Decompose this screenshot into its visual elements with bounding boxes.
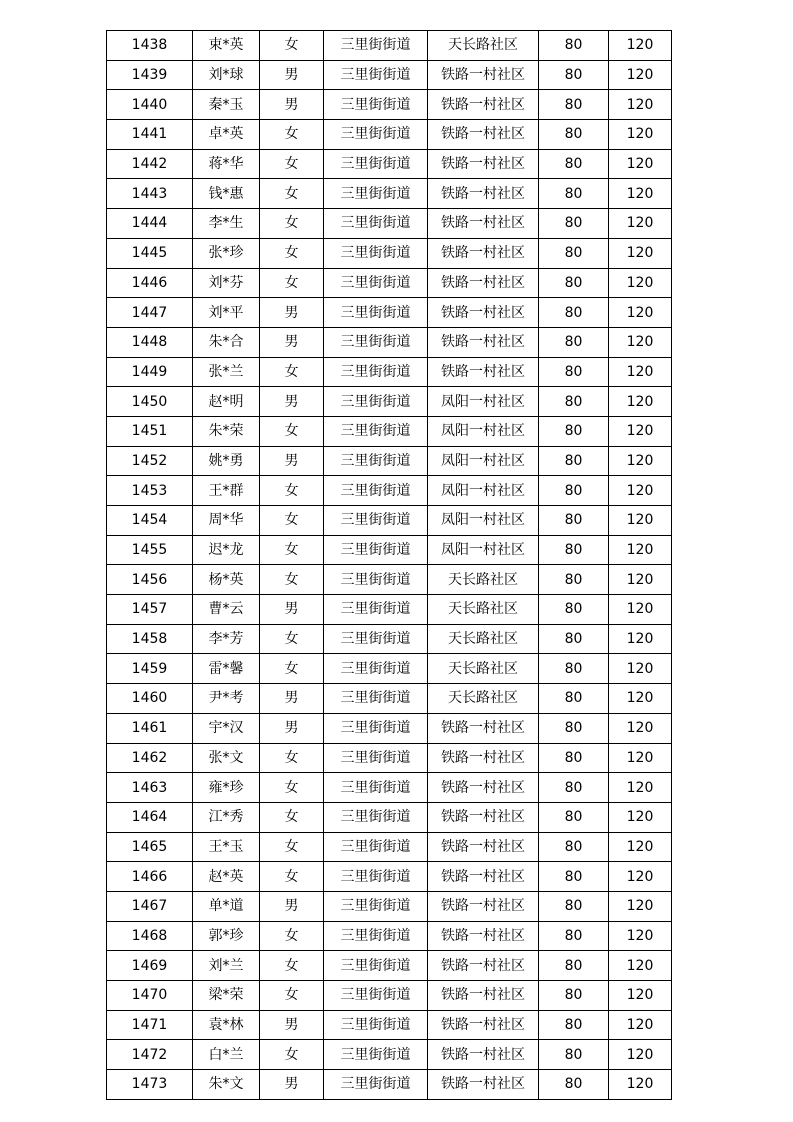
street-cell: 三里街街道 — [324, 921, 428, 951]
name-cell: 刘*球 — [193, 60, 260, 90]
row-number-cell: 1457 — [107, 595, 193, 625]
row-number-cell: 1451 — [107, 416, 193, 446]
row-number-cell: 1449 — [107, 357, 193, 387]
value-b-cell: 120 — [609, 951, 672, 981]
value-a-cell: 80 — [539, 446, 609, 476]
table-row — [107, 446, 672, 476]
community-cell: 凤阳一村社区 — [428, 387, 539, 417]
row-number-cell: 1441 — [107, 120, 193, 150]
row-number-cell: 1473 — [107, 1070, 193, 1100]
row-number-cell: 1456 — [107, 565, 193, 595]
table-row — [107, 120, 672, 150]
street-cell: 三里街街道 — [324, 654, 428, 684]
value-b-cell: 120 — [609, 1070, 672, 1100]
table-row — [107, 891, 672, 921]
name-cell: 雍*珍 — [193, 773, 260, 803]
name-cell: 束*英 — [193, 31, 260, 61]
value-b-cell: 120 — [609, 832, 672, 862]
name-cell: 江*秀 — [193, 802, 260, 832]
value-b-cell: 120 — [609, 446, 672, 476]
value-a-cell: 80 — [539, 595, 609, 625]
gender-cell: 女 — [260, 951, 324, 981]
value-a-cell: 80 — [539, 179, 609, 209]
street-cell: 三里街街道 — [324, 31, 428, 61]
street-cell: 三里街街道 — [324, 684, 428, 714]
row-number-cell: 1463 — [107, 773, 193, 803]
value-a-cell: 80 — [539, 713, 609, 743]
community-cell: 铁路一村社区 — [428, 60, 539, 90]
value-a-cell: 80 — [539, 535, 609, 565]
value-a-cell: 80 — [539, 862, 609, 892]
roster-table-body — [107, 31, 672, 1100]
value-b-cell: 120 — [609, 149, 672, 179]
value-b-cell: 120 — [609, 238, 672, 268]
table-row — [107, 298, 672, 328]
community-cell: 铁路一村社区 — [428, 1010, 539, 1040]
community-cell: 铁路一村社区 — [428, 90, 539, 120]
street-cell: 三里街街道 — [324, 416, 428, 446]
row-number-cell: 1444 — [107, 209, 193, 239]
value-a-cell: 80 — [539, 327, 609, 357]
community-cell: 铁路一村社区 — [428, 179, 539, 209]
gender-cell: 女 — [260, 179, 324, 209]
name-cell: 袁*林 — [193, 1010, 260, 1040]
community-cell: 天长路社区 — [428, 565, 539, 595]
value-b-cell: 120 — [609, 120, 672, 150]
value-b-cell: 120 — [609, 921, 672, 951]
community-cell: 铁路一村社区 — [428, 298, 539, 328]
value-b-cell: 120 — [609, 891, 672, 921]
row-number-cell: 1472 — [107, 1040, 193, 1070]
value-b-cell: 120 — [609, 981, 672, 1011]
street-cell: 三里街街道 — [324, 743, 428, 773]
row-number-cell: 1464 — [107, 802, 193, 832]
row-number-cell: 1458 — [107, 624, 193, 654]
table-row — [107, 476, 672, 506]
row-number-cell: 1438 — [107, 31, 193, 61]
gender-cell: 男 — [260, 327, 324, 357]
row-number-cell: 1443 — [107, 179, 193, 209]
street-cell: 三里街街道 — [324, 446, 428, 476]
street-cell: 三里街街道 — [324, 802, 428, 832]
community-cell: 铁路一村社区 — [428, 862, 539, 892]
table-row — [107, 506, 672, 536]
value-a-cell: 80 — [539, 743, 609, 773]
name-cell: 卓*英 — [193, 120, 260, 150]
value-a-cell: 80 — [539, 476, 609, 506]
name-cell: 朱*荣 — [193, 416, 260, 446]
gender-cell: 女 — [260, 268, 324, 298]
gender-cell: 女 — [260, 921, 324, 951]
gender-cell: 女 — [260, 773, 324, 803]
community-cell: 铁路一村社区 — [428, 743, 539, 773]
street-cell: 三里街街道 — [324, 595, 428, 625]
value-a-cell: 80 — [539, 654, 609, 684]
row-number-cell: 1442 — [107, 149, 193, 179]
value-a-cell: 80 — [539, 981, 609, 1011]
value-a-cell: 80 — [539, 31, 609, 61]
gender-cell: 女 — [260, 31, 324, 61]
row-number-cell: 1455 — [107, 535, 193, 565]
value-a-cell: 80 — [539, 565, 609, 595]
table-row — [107, 684, 672, 714]
community-cell: 铁路一村社区 — [428, 981, 539, 1011]
table-row — [107, 357, 672, 387]
row-number-cell: 1461 — [107, 713, 193, 743]
table-row — [107, 921, 672, 951]
row-number-cell: 1471 — [107, 1010, 193, 1040]
gender-cell: 女 — [260, 654, 324, 684]
street-cell: 三里街街道 — [324, 60, 428, 90]
value-b-cell: 120 — [609, 357, 672, 387]
row-number-cell: 1446 — [107, 268, 193, 298]
gender-cell: 男 — [260, 387, 324, 417]
gender-cell: 男 — [260, 713, 324, 743]
value-b-cell: 120 — [609, 90, 672, 120]
value-a-cell: 80 — [539, 268, 609, 298]
gender-cell: 男 — [260, 1070, 324, 1100]
community-cell: 铁路一村社区 — [428, 1040, 539, 1070]
name-cell: 杨*英 — [193, 565, 260, 595]
value-a-cell: 80 — [539, 684, 609, 714]
name-cell: 朱*合 — [193, 327, 260, 357]
value-a-cell: 80 — [539, 209, 609, 239]
value-a-cell: 80 — [539, 802, 609, 832]
value-b-cell: 120 — [609, 416, 672, 446]
value-b-cell: 120 — [609, 802, 672, 832]
name-cell: 王*玉 — [193, 832, 260, 862]
row-number-cell: 1468 — [107, 921, 193, 951]
value-a-cell: 80 — [539, 773, 609, 803]
gender-cell: 男 — [260, 90, 324, 120]
row-number-cell: 1465 — [107, 832, 193, 862]
name-cell: 张*兰 — [193, 357, 260, 387]
name-cell: 雷*馨 — [193, 654, 260, 684]
community-cell: 铁路一村社区 — [428, 149, 539, 179]
table-row — [107, 60, 672, 90]
row-number-cell: 1459 — [107, 654, 193, 684]
value-b-cell: 120 — [609, 60, 672, 90]
name-cell: 秦*玉 — [193, 90, 260, 120]
street-cell: 三里街街道 — [324, 565, 428, 595]
gender-cell: 女 — [260, 416, 324, 446]
table-row — [107, 743, 672, 773]
community-cell: 凤阳一村社区 — [428, 476, 539, 506]
name-cell: 迟*龙 — [193, 535, 260, 565]
gender-cell: 男 — [260, 446, 324, 476]
community-cell: 铁路一村社区 — [428, 713, 539, 743]
value-a-cell: 80 — [539, 921, 609, 951]
gender-cell: 女 — [260, 149, 324, 179]
street-cell: 三里街街道 — [324, 90, 428, 120]
value-b-cell: 120 — [609, 268, 672, 298]
street-cell: 三里街街道 — [324, 387, 428, 417]
table-row — [107, 1010, 672, 1040]
gender-cell: 女 — [260, 120, 324, 150]
value-a-cell: 80 — [539, 149, 609, 179]
street-cell: 三里街街道 — [324, 862, 428, 892]
row-number-cell: 1467 — [107, 891, 193, 921]
table-row — [107, 595, 672, 625]
street-cell: 三里街街道 — [324, 238, 428, 268]
name-cell: 单*道 — [193, 891, 260, 921]
value-b-cell: 120 — [609, 684, 672, 714]
value-b-cell: 120 — [609, 298, 672, 328]
street-cell: 三里街街道 — [324, 1070, 428, 1100]
name-cell: 姚*勇 — [193, 446, 260, 476]
name-cell: 赵*英 — [193, 862, 260, 892]
name-cell: 梁*荣 — [193, 981, 260, 1011]
roster-table — [106, 30, 672, 1100]
value-a-cell: 80 — [539, 1010, 609, 1040]
community-cell: 凤阳一村社区 — [428, 535, 539, 565]
community-cell: 天长路社区 — [428, 624, 539, 654]
name-cell: 李*生 — [193, 209, 260, 239]
gender-cell: 女 — [260, 238, 324, 268]
row-number-cell: 1452 — [107, 446, 193, 476]
row-number-cell: 1460 — [107, 684, 193, 714]
row-number-cell: 1462 — [107, 743, 193, 773]
name-cell: 赵*明 — [193, 387, 260, 417]
value-b-cell: 120 — [609, 862, 672, 892]
gender-cell: 女 — [260, 832, 324, 862]
gender-cell: 女 — [260, 357, 324, 387]
row-number-cell: 1453 — [107, 476, 193, 506]
row-number-cell: 1450 — [107, 387, 193, 417]
community-cell: 铁路一村社区 — [428, 327, 539, 357]
community-cell: 铁路一村社区 — [428, 268, 539, 298]
street-cell: 三里街街道 — [324, 981, 428, 1011]
name-cell: 尹*考 — [193, 684, 260, 714]
row-number-cell: 1447 — [107, 298, 193, 328]
gender-cell: 女 — [260, 1040, 324, 1070]
name-cell: 周*华 — [193, 506, 260, 536]
value-b-cell: 120 — [609, 743, 672, 773]
street-cell: 三里街街道 — [324, 951, 428, 981]
value-a-cell: 80 — [539, 951, 609, 981]
community-cell: 铁路一村社区 — [428, 209, 539, 239]
street-cell: 三里街街道 — [324, 298, 428, 328]
community-cell: 铁路一村社区 — [428, 357, 539, 387]
community-cell: 天长路社区 — [428, 684, 539, 714]
table-row — [107, 981, 672, 1011]
table-row — [107, 238, 672, 268]
table-row — [107, 31, 672, 61]
name-cell: 张*珍 — [193, 238, 260, 268]
table-row — [107, 951, 672, 981]
gender-cell: 女 — [260, 565, 324, 595]
community-cell: 天长路社区 — [428, 595, 539, 625]
street-cell: 三里街街道 — [324, 149, 428, 179]
name-cell: 王*群 — [193, 476, 260, 506]
street-cell: 三里街街道 — [324, 209, 428, 239]
gender-cell: 女 — [260, 743, 324, 773]
community-cell: 铁路一村社区 — [428, 773, 539, 803]
value-a-cell: 80 — [539, 357, 609, 387]
street-cell: 三里街街道 — [324, 891, 428, 921]
name-cell: 李*芳 — [193, 624, 260, 654]
value-b-cell: 120 — [609, 476, 672, 506]
row-number-cell: 1469 — [107, 951, 193, 981]
table-row — [107, 90, 672, 120]
gender-cell: 男 — [260, 1010, 324, 1040]
community-cell: 凤阳一村社区 — [428, 506, 539, 536]
value-a-cell: 80 — [539, 891, 609, 921]
street-cell: 三里街街道 — [324, 713, 428, 743]
name-cell: 蒋*华 — [193, 149, 260, 179]
name-cell: 刘*芬 — [193, 268, 260, 298]
street-cell: 三里街街道 — [324, 624, 428, 654]
gender-cell: 女 — [260, 802, 324, 832]
community-cell: 铁路一村社区 — [428, 921, 539, 951]
value-b-cell: 120 — [609, 624, 672, 654]
gender-cell: 男 — [260, 595, 324, 625]
gender-cell: 女 — [260, 209, 324, 239]
row-number-cell: 1440 — [107, 90, 193, 120]
value-b-cell: 120 — [609, 327, 672, 357]
value-a-cell: 80 — [539, 1040, 609, 1070]
value-a-cell: 80 — [539, 298, 609, 328]
street-cell: 三里街街道 — [324, 506, 428, 536]
value-b-cell: 120 — [609, 654, 672, 684]
row-number-cell: 1454 — [107, 506, 193, 536]
value-b-cell: 120 — [609, 506, 672, 536]
table-row — [107, 1040, 672, 1070]
community-cell: 铁路一村社区 — [428, 120, 539, 150]
table-row — [107, 802, 672, 832]
gender-cell: 女 — [260, 535, 324, 565]
value-a-cell: 80 — [539, 387, 609, 417]
value-b-cell: 120 — [609, 713, 672, 743]
name-cell: 张*文 — [193, 743, 260, 773]
value-a-cell: 80 — [539, 60, 609, 90]
street-cell: 三里街街道 — [324, 832, 428, 862]
street-cell: 三里街街道 — [324, 179, 428, 209]
name-cell: 钱*惠 — [193, 179, 260, 209]
community-cell: 凤阳一村社区 — [428, 446, 539, 476]
community-cell: 铁路一村社区 — [428, 238, 539, 268]
value-b-cell: 120 — [609, 179, 672, 209]
row-number-cell: 1448 — [107, 327, 193, 357]
community-cell: 铁路一村社区 — [428, 891, 539, 921]
value-a-cell: 80 — [539, 238, 609, 268]
table-row — [107, 773, 672, 803]
value-a-cell: 80 — [539, 120, 609, 150]
name-cell: 白*兰 — [193, 1040, 260, 1070]
value-a-cell: 80 — [539, 832, 609, 862]
community-cell: 铁路一村社区 — [428, 832, 539, 862]
row-number-cell: 1470 — [107, 981, 193, 1011]
street-cell: 三里街街道 — [324, 535, 428, 565]
table-row — [107, 713, 672, 743]
community-cell: 天长路社区 — [428, 654, 539, 684]
community-cell: 天长路社区 — [428, 31, 539, 61]
gender-cell: 女 — [260, 506, 324, 536]
street-cell: 三里街街道 — [324, 773, 428, 803]
value-a-cell: 80 — [539, 624, 609, 654]
value-b-cell: 120 — [609, 595, 672, 625]
gender-cell: 男 — [260, 60, 324, 90]
table-row — [107, 624, 672, 654]
name-cell: 刘*平 — [193, 298, 260, 328]
table-row — [107, 179, 672, 209]
gender-cell: 男 — [260, 891, 324, 921]
table-row — [107, 209, 672, 239]
name-cell: 朱*文 — [193, 1070, 260, 1100]
gender-cell: 女 — [260, 476, 324, 506]
gender-cell: 女 — [260, 862, 324, 892]
table-row — [107, 268, 672, 298]
street-cell: 三里街街道 — [324, 120, 428, 150]
street-cell: 三里街街道 — [324, 268, 428, 298]
table-row — [107, 654, 672, 684]
value-b-cell: 120 — [609, 1040, 672, 1070]
row-number-cell: 1439 — [107, 60, 193, 90]
value-a-cell: 80 — [539, 90, 609, 120]
street-cell: 三里街街道 — [324, 357, 428, 387]
table-row — [107, 832, 672, 862]
table-row — [107, 149, 672, 179]
value-a-cell: 80 — [539, 506, 609, 536]
table-row — [107, 1070, 672, 1100]
row-number-cell: 1445 — [107, 238, 193, 268]
gender-cell: 女 — [260, 624, 324, 654]
value-b-cell: 120 — [609, 565, 672, 595]
name-cell: 曹*云 — [193, 595, 260, 625]
name-cell: 郭*珍 — [193, 921, 260, 951]
value-b-cell: 120 — [609, 387, 672, 417]
street-cell: 三里街街道 — [324, 1040, 428, 1070]
gender-cell: 女 — [260, 981, 324, 1011]
street-cell: 三里街街道 — [324, 327, 428, 357]
street-cell: 三里街街道 — [324, 476, 428, 506]
value-b-cell: 120 — [609, 773, 672, 803]
value-a-cell: 80 — [539, 1070, 609, 1100]
gender-cell: 男 — [260, 684, 324, 714]
table-row — [107, 416, 672, 446]
table-row — [107, 862, 672, 892]
table-row — [107, 327, 672, 357]
community-cell: 铁路一村社区 — [428, 1070, 539, 1100]
name-cell: 刘*兰 — [193, 951, 260, 981]
value-b-cell: 120 — [609, 535, 672, 565]
table-row — [107, 565, 672, 595]
value-b-cell: 120 — [609, 1010, 672, 1040]
row-number-cell: 1466 — [107, 862, 193, 892]
street-cell: 三里街街道 — [324, 1010, 428, 1040]
community-cell: 铁路一村社区 — [428, 951, 539, 981]
value-b-cell: 120 — [609, 209, 672, 239]
value-a-cell: 80 — [539, 416, 609, 446]
value-b-cell: 120 — [609, 31, 672, 61]
name-cell: 宇*汉 — [193, 713, 260, 743]
table-row — [107, 535, 672, 565]
community-cell: 凤阳一村社区 — [428, 416, 539, 446]
gender-cell: 男 — [260, 298, 324, 328]
community-cell: 铁路一村社区 — [428, 802, 539, 832]
table-row — [107, 387, 672, 417]
